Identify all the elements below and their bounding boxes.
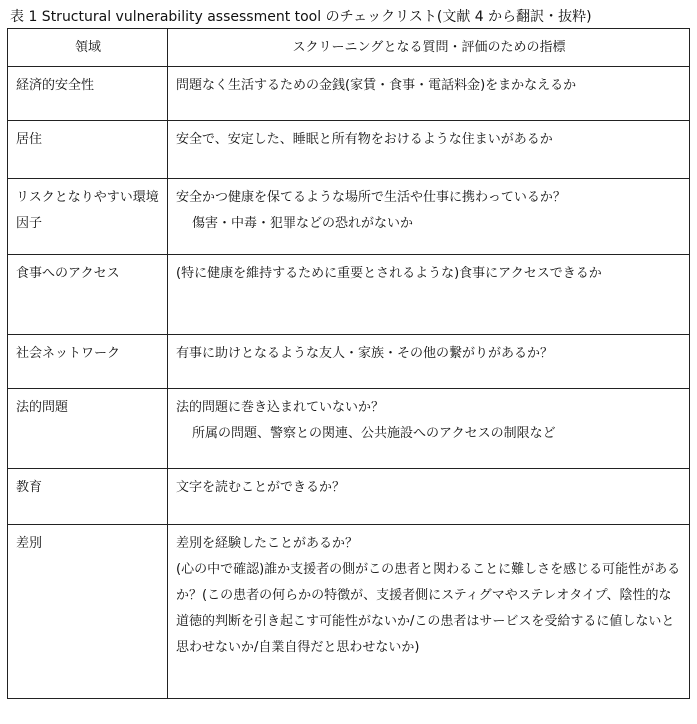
assessment-table xyxy=(7,28,690,699)
domain-label: 居住 xyxy=(16,132,43,147)
row-question-cell xyxy=(168,179,690,255)
row-question-cell xyxy=(168,525,690,699)
table-row xyxy=(8,335,690,389)
question-line: 文字を読むことができるか？ xyxy=(176,480,346,495)
question-line: 差別を経験したことがあるか？ xyxy=(176,536,359,551)
question-subline: 所属の問題、警察との関連、公共施設へのアクセスの制限など xyxy=(192,426,556,441)
domain-label: 教育 xyxy=(16,480,43,495)
domain-label: 差別 xyxy=(16,536,43,551)
table-row xyxy=(8,469,690,525)
table-header-row xyxy=(8,29,690,67)
domain-label: 経済的安全性 xyxy=(16,78,95,93)
row-question-cell xyxy=(168,121,690,179)
row-domain-cell xyxy=(8,255,168,335)
row-domain-cell xyxy=(8,335,168,389)
table-row xyxy=(8,389,690,469)
row-domain-cell xyxy=(8,179,168,255)
row-question-cell xyxy=(168,67,690,121)
question-line: 有事に助けとなるような友人・家族・その他の繋がりがあるか？ xyxy=(176,346,554,361)
table-row xyxy=(8,121,690,179)
domain-label: リスクとなりやすい環境因子 xyxy=(16,190,159,231)
question-subline: 傷害・中毒・犯罪などの恐れがないか xyxy=(192,216,414,231)
domain-label: 食事へのアクセス xyxy=(16,266,120,281)
question-line: 法的問題に巻き込まれていないか？ xyxy=(176,400,385,415)
question-paragraph: (心の中で確認)誰か支援者の側がこの患者と関わることに難しさを感じる可能性があるか？(この患者の何らかの特徴が、支援者側にスティグマやステレオタイプ、陰性的な道徳的判断を引き起こす可能性がないか/この患者はサービスを受給するに値しないと思わせないか/自業自得だと思わせないか) xyxy=(176,562,681,655)
question-line: 安全で、安定した、睡眠と所有物をおけるような住まいがあるか xyxy=(176,132,553,147)
domain-label: 法的問題 xyxy=(16,400,69,415)
row-domain-cell xyxy=(8,389,168,469)
domain-label: 社会ネットワーク xyxy=(16,346,121,361)
row-question-cell xyxy=(168,255,690,335)
row-question-cell xyxy=(168,389,690,469)
table-row xyxy=(8,525,690,699)
row-domain-cell xyxy=(8,67,168,121)
header-domain: 領域 xyxy=(8,29,168,67)
table-row xyxy=(8,255,690,335)
row-question-cell xyxy=(168,469,690,525)
row-domain-cell xyxy=(8,121,168,179)
table-row xyxy=(8,179,690,255)
row-domain-cell xyxy=(8,469,168,525)
question-line: 問題なく生活するための金銭(家賃・食事・電話料金)をまかなえるか xyxy=(176,78,577,93)
table-row xyxy=(8,67,690,121)
header-questions: スクリーニングとなる質問・評価のための指標 xyxy=(168,29,690,67)
table-caption: 表 1 Structural vulnerability assessment tool のチェックリスト(文献 4 から翻訳・抜粋) xyxy=(10,9,592,25)
row-domain-cell xyxy=(8,525,168,699)
question-line: (特に健康を維持するために重要とされるような)食事にアクセスできるか xyxy=(176,266,602,281)
question-line: 安全かつ健康を保てるような場所で生活や仕事に携わっているか？ xyxy=(176,190,566,205)
row-question-cell xyxy=(168,335,690,389)
